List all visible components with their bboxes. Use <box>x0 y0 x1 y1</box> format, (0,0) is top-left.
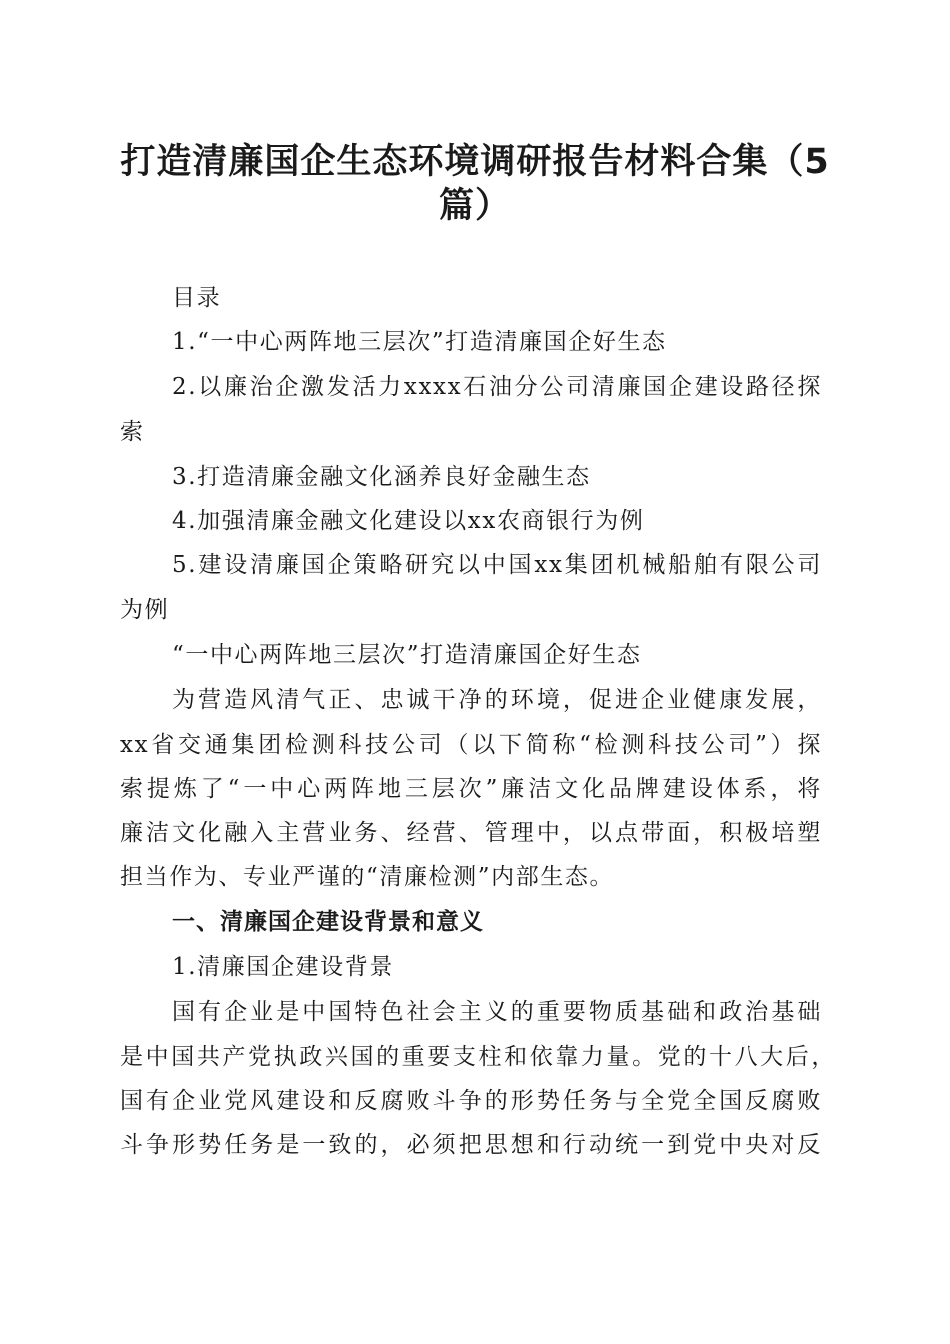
body-line-4: 斗争形势任务是一致的，必须把思想和行动统一到党中央对反 <box>120 1132 822 1158</box>
section-heading: 一、清廉国企建设背景和意义 <box>172 909 484 935</box>
body-line-2: 是中国共产党执政兴国的重要支柱和依靠力量。党的十八大后， <box>120 1044 836 1070</box>
toc-item-4: 4.加强清廉金融文化建设以xx农商银行为例 <box>172 508 645 534</box>
intro-line-2: xx省交通集团检测科技公司（以下简称“检测科技公司”）探 <box>120 732 822 758</box>
intro-line-3: 索提炼了“一中心两阵地三层次”廉洁文化品牌建设体系，将 <box>120 776 822 802</box>
article-title: “一中心两阵地三层次”打造清廉国企好生态 <box>172 642 642 668</box>
document-title-line-2: 篇） <box>438 186 511 226</box>
intro-line-5: 担当作为、专业严谨的“清廉检测”内部生态。 <box>120 864 615 890</box>
toc-item-5-continued: 为例 <box>120 597 170 623</box>
body-line-1: 国有企业是中国特色社会主义的重要物质基础和政治基础 <box>172 999 822 1025</box>
body-line-3: 国有企业党风建设和反腐败斗争的形势任务与全党全国反腐败 <box>120 1088 822 1114</box>
intro-line-4: 廉洁文化融入主营业务、经营、管理中，以点带面，积极培塑 <box>120 820 822 846</box>
intro-line-1: 为营造风清气正、忠诚干净的环境，促进企业健康发展， <box>172 687 822 713</box>
toc-label: 目录 <box>172 285 222 311</box>
toc-item-1: 1.“一中心两阵地三层次”打造清廉国企好生态 <box>172 329 667 355</box>
subsection-heading: 1.清廉国企建设背景 <box>172 954 394 980</box>
toc-item-3: 3.打造清廉金融文化涵养良好金融生态 <box>172 464 591 490</box>
toc-item-2: 2.以廉治企激发活力xxxx石油分公司清廉国企建设路径探 <box>172 374 822 400</box>
document-title-line-1: 打造清廉国企生态环境调研报告材料合集（5 <box>120 142 830 182</box>
toc-item-5: 5.建设清廉国企策略研究以中国xx集团机械船舶有限公司 <box>172 552 822 578</box>
toc-item-2-continued: 索 <box>120 419 145 445</box>
